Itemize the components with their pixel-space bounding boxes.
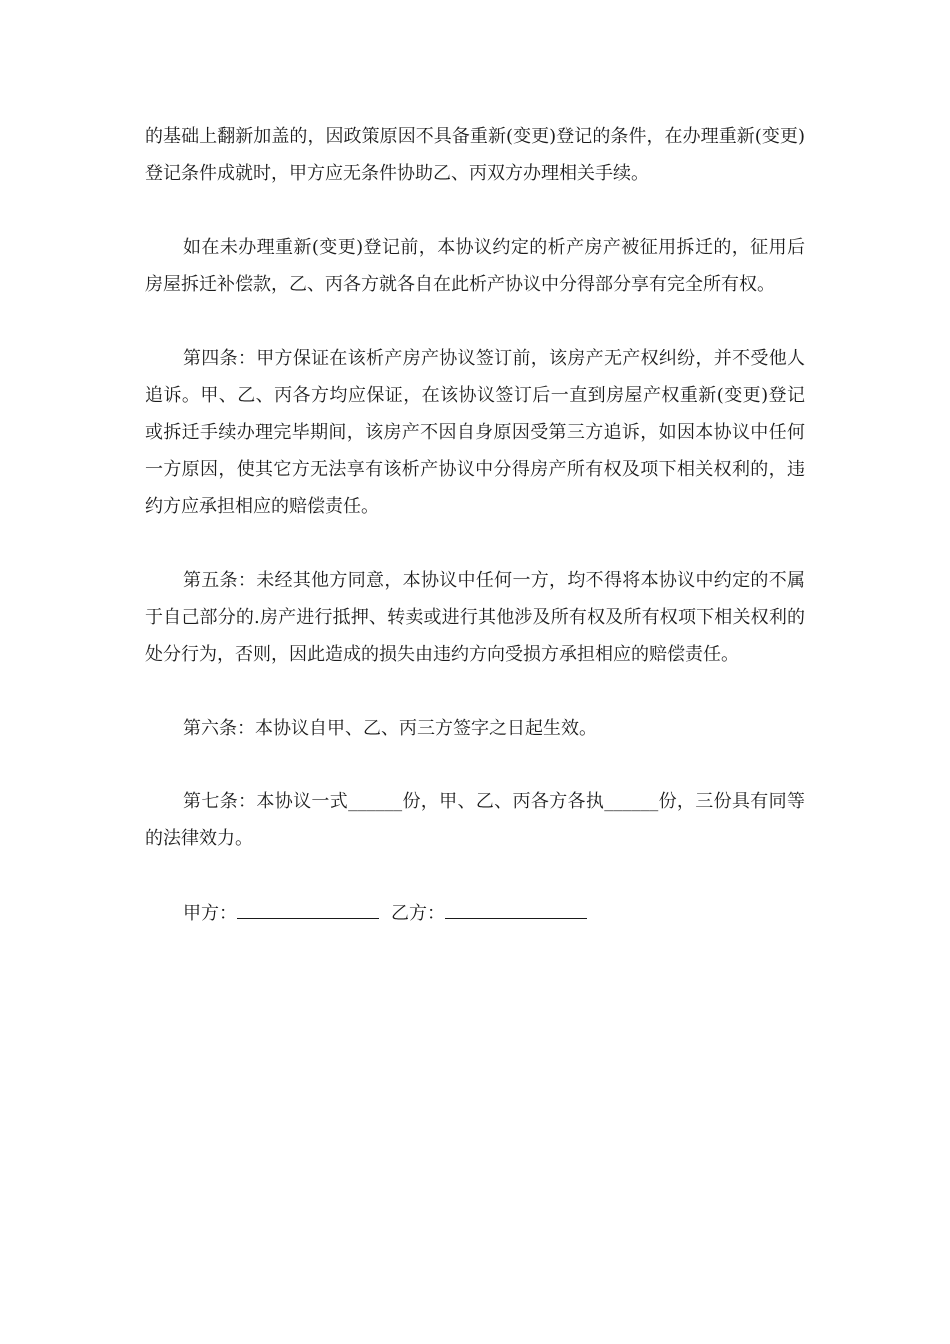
signature-row (145, 895, 805, 932)
document-body (145, 118, 805, 932)
party-b-label: 乙方： (391, 903, 445, 924)
party-a-label: 甲方： (183, 903, 237, 924)
paragraph-article-7: 第七条：本协议一式______份，甲、乙、丙各方各执______份，三份具有同等的法律效力。 (145, 791, 805, 849)
paragraph-expropriation: 如在未办理重新(变更)登记前，本协议约定的析产房产被征用拆迁的，征用后房屋拆迁补偿款，乙、丙各方就各自在此析产协议中分得部分享有完全所有权。 (145, 237, 805, 295)
paragraph-article-5: 第五条：未经其他方同意，本协议中任何一方，均不得将本协议中约定的不属于自己部分的.房产进行抵押、转卖或进行其他涉及所有权及所有权项下相关权利的处分行为，否则，因此造成的损失由违约方向受损方承担相应的赔偿责任。 (145, 570, 805, 665)
party-b-signature-line[interactable] (445, 896, 587, 919)
paragraph-article-4: 第四条：甲方保证在该析产房产协议签订前，该房产无产权纠纷，并不受他人追诉。甲、乙、丙各方均应保证，在该协议签订后一直到房屋产权重新(变更)登记或拆迁手续办理完毕期间，该房产不因自身原因受第三方追诉，如因本协议中任何一方原因，使其它方无法享有该析产协议中分得房产所有权及项下相关权利的，违约方应承担相应的赔偿责任。 (145, 348, 805, 517)
paragraph-continuation: 的基础上翻新加盖的，因政策原因不具备重新(变更)登记的条件，在办理重新(变更)登记条件成就时，甲方应无条件协助乙、丙双方办理相关手续。 (145, 126, 805, 184)
paragraph-article-6: 第六条：本协议自甲、乙、丙三方签字之日起生效。 (183, 718, 597, 739)
party-a-signature-line[interactable] (237, 896, 379, 919)
